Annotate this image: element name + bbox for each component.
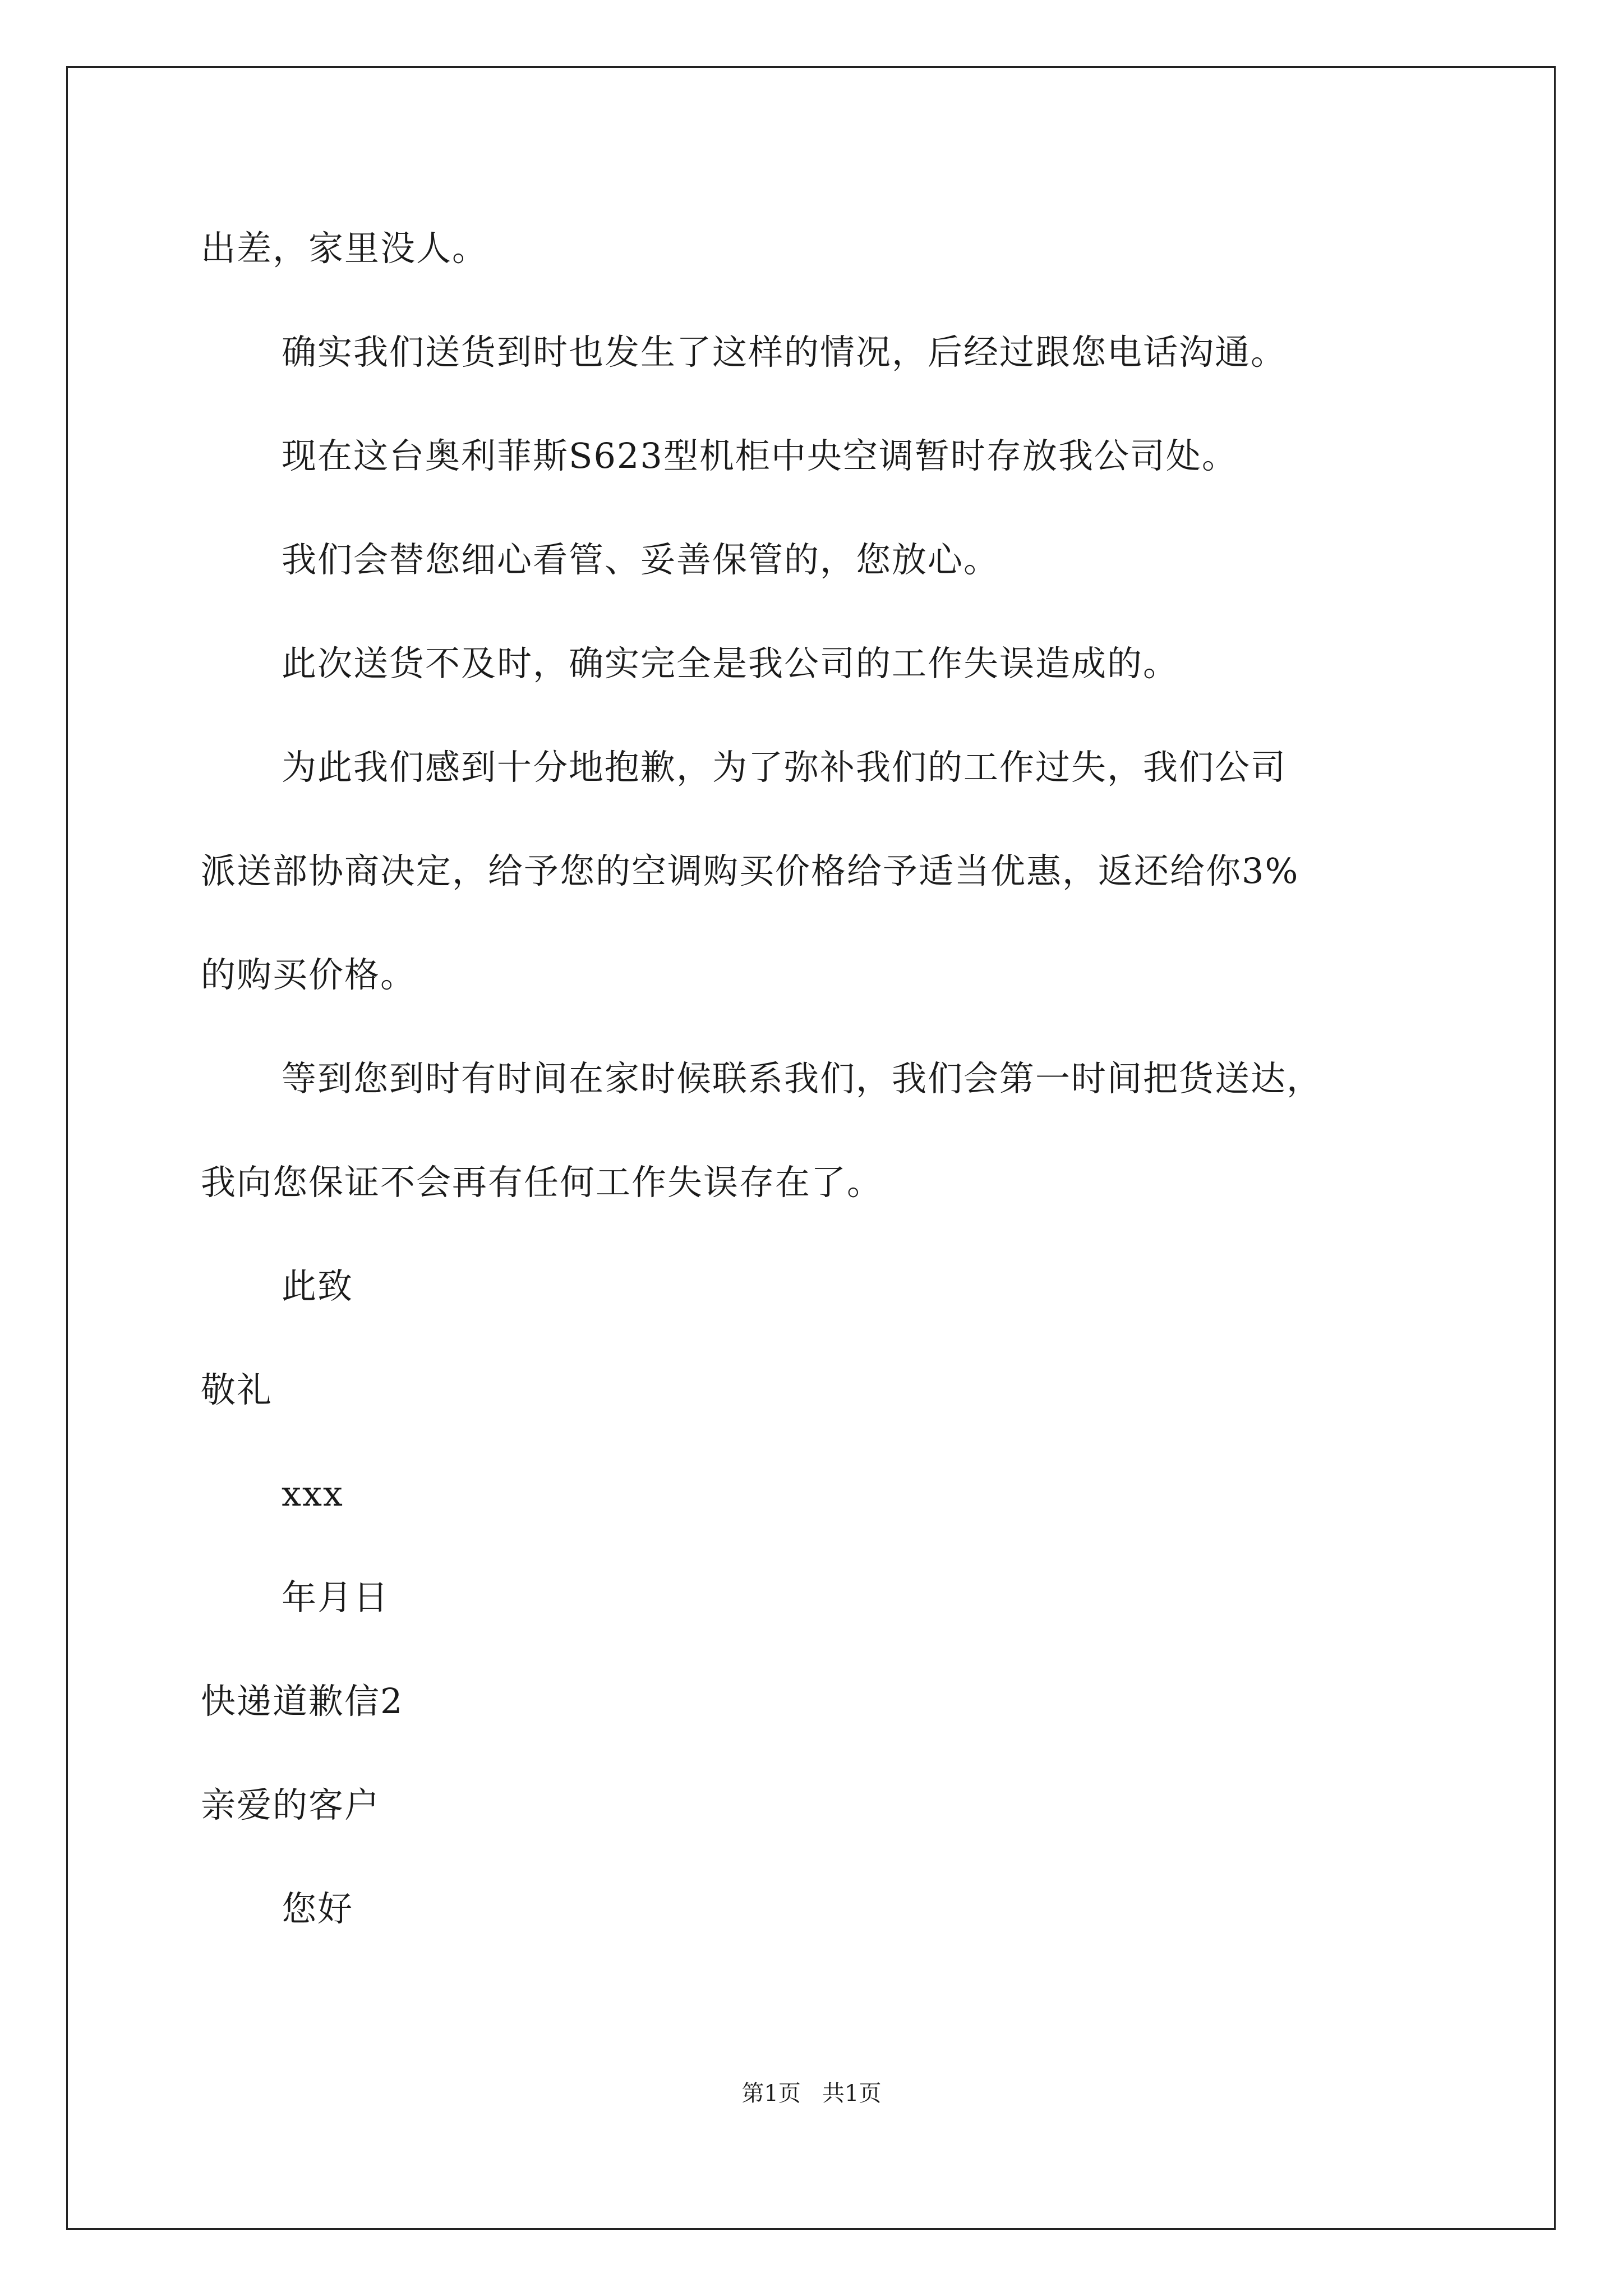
paragraph-line: 出差，家里没人。 <box>201 228 488 269</box>
greeting-line: 您好 <box>282 1888 354 1929</box>
paragraph-line: 的购买价格。 <box>201 954 417 995</box>
paragraph-line: 为此我们感到十分地抱歉，为了弥补我们的工作过失，我们公司 <box>282 747 1287 788</box>
page-footer: 第1页 共1页 <box>741 2081 882 2106</box>
paragraph-line: 此次送货不及时，确实完全是我公司的工作失误造成的。 <box>282 643 1179 684</box>
signature-date: 年月日 <box>282 1577 390 1618</box>
paragraph-line: 派送部协商决定，给予您的空调购买价格给予适当优惠，返还给你3% <box>201 850 1299 891</box>
paragraph-line: 我向您保证不会再有任何工作失误存在了。 <box>201 1162 883 1203</box>
signature-name: xxx <box>282 1473 344 1514</box>
section-title: 快递道歉信2 <box>201 1681 404 1722</box>
closing-salutation: 此致 <box>282 1266 354 1306</box>
paragraph-line: 等到您到时有时间在家时候联系我们，我们会第一时间把货送达， <box>282 1058 1323 1099</box>
paragraph-line: 我们会替您细心看管、妥善保管的，您放心。 <box>282 539 1000 580</box>
paragraph-line: 确实我们送货到时也发生了这样的情况，后经过跟您电话沟通。 <box>282 332 1287 372</box>
paragraph-line: 现在这台奥利菲斯S623型机柜中央空调暂时存放我公司处。 <box>282 435 1238 476</box>
closing-regards: 敬礼 <box>201 1369 273 1410</box>
greeting-recipient: 亲爱的客户 <box>201 1784 381 1825</box>
